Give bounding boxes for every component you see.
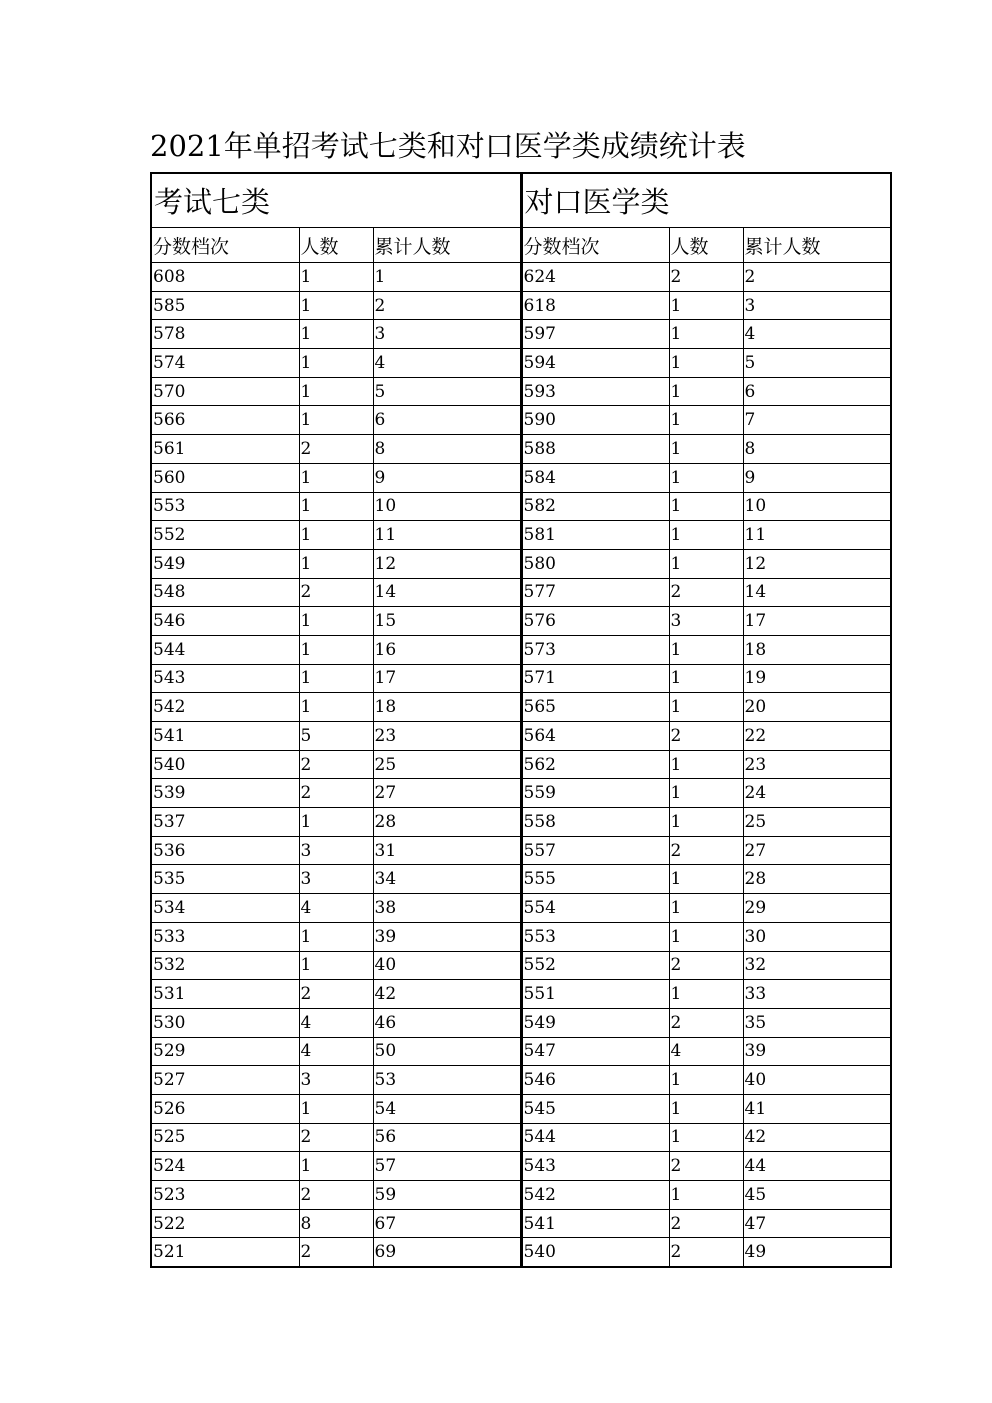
count-cell: 1 [299, 549, 373, 578]
count-cell: 2 [299, 1181, 373, 1210]
score-cell: 571 [521, 664, 669, 693]
table-row [151, 291, 891, 320]
table-row [151, 836, 891, 865]
cumulative-cell: 27 [373, 779, 521, 808]
table-row [151, 779, 891, 808]
cumulative-cell: 40 [373, 951, 521, 980]
cumulative-cell: 28 [373, 808, 521, 837]
count-cell: 1 [299, 492, 373, 521]
cumulative-cell: 6 [373, 406, 521, 435]
table-row [151, 1066, 891, 1095]
count-cell: 1 [669, 980, 743, 1009]
column-header: 人数 [299, 228, 373, 263]
cumulative-cell: 2 [743, 263, 891, 292]
count-cell: 3 [669, 607, 743, 636]
table-row [151, 951, 891, 980]
score-cell: 573 [521, 635, 669, 664]
cumulative-cell: 22 [743, 722, 891, 751]
cumulative-cell: 42 [743, 1123, 891, 1152]
table-row [151, 263, 891, 292]
count-cell: 1 [299, 1152, 373, 1181]
table-row [151, 808, 891, 837]
score-cell: 580 [521, 549, 669, 578]
count-cell: 2 [669, 1152, 743, 1181]
count-cell: 4 [299, 894, 373, 923]
score-cell: 582 [521, 492, 669, 521]
count-cell: 1 [299, 463, 373, 492]
table-row [151, 894, 891, 923]
count-cell: 1 [669, 435, 743, 464]
table-row [151, 607, 891, 636]
score-cell: 546 [151, 607, 299, 636]
score-cell: 564 [521, 722, 669, 751]
cumulative-cell: 17 [743, 607, 891, 636]
score-cell: 588 [521, 435, 669, 464]
table-row [151, 1238, 891, 1267]
count-cell: 1 [669, 1094, 743, 1123]
count-cell: 2 [299, 1238, 373, 1267]
table-row [151, 750, 891, 779]
cumulative-cell: 46 [373, 1008, 521, 1037]
cumulative-cell: 9 [373, 463, 521, 492]
cumulative-cell: 49 [743, 1238, 891, 1267]
count-cell: 1 [669, 1066, 743, 1095]
cumulative-cell: 54 [373, 1094, 521, 1123]
count-cell: 4 [299, 1008, 373, 1037]
count-cell: 1 [669, 406, 743, 435]
score-cell: 559 [521, 779, 669, 808]
table-row [151, 1209, 891, 1238]
score-cell: 534 [151, 894, 299, 923]
cumulative-cell: 25 [373, 750, 521, 779]
count-cell: 1 [299, 320, 373, 349]
count-cell: 1 [669, 693, 743, 722]
count-cell: 2 [299, 435, 373, 464]
count-cell: 1 [669, 492, 743, 521]
column-header: 人数 [669, 228, 743, 263]
cumulative-cell: 32 [743, 951, 891, 980]
count-cell: 5 [299, 722, 373, 751]
table-row [151, 865, 891, 894]
count-cell: 2 [299, 779, 373, 808]
score-cell: 521 [151, 1238, 299, 1267]
score-cell: 558 [521, 808, 669, 837]
score-cell: 543 [521, 1152, 669, 1181]
cumulative-cell: 20 [743, 693, 891, 722]
table-row [151, 435, 891, 464]
score-cell: 555 [521, 865, 669, 894]
table-row [151, 980, 891, 1009]
score-cell: 527 [151, 1066, 299, 1095]
count-cell: 2 [299, 750, 373, 779]
count-cell: 2 [669, 1008, 743, 1037]
count-cell: 1 [669, 291, 743, 320]
score-cell: 544 [151, 635, 299, 664]
cumulative-cell: 4 [743, 320, 891, 349]
table-row [151, 693, 891, 722]
score-cell: 618 [521, 291, 669, 320]
cumulative-cell: 9 [743, 463, 891, 492]
cumulative-cell: 57 [373, 1152, 521, 1181]
column-header-row [151, 228, 891, 263]
section-title-right: 对口医学类 [521, 173, 891, 228]
cumulative-cell: 7 [743, 406, 891, 435]
score-cell: 594 [521, 349, 669, 378]
cumulative-cell: 10 [373, 492, 521, 521]
score-cell: 548 [151, 578, 299, 607]
cumulative-cell: 40 [743, 1066, 891, 1095]
cumulative-cell: 5 [743, 349, 891, 378]
column-header: 累计人数 [743, 228, 891, 263]
cumulative-cell: 44 [743, 1152, 891, 1181]
cumulative-cell: 29 [743, 894, 891, 923]
score-cell: 536 [151, 836, 299, 865]
count-cell: 2 [669, 1209, 743, 1238]
count-cell: 1 [299, 263, 373, 292]
count-cell: 1 [669, 894, 743, 923]
cumulative-cell: 8 [743, 435, 891, 464]
count-cell: 3 [299, 865, 373, 894]
score-cell: 542 [151, 693, 299, 722]
section-title-left: 考试七类 [151, 173, 521, 228]
score-cell: 557 [521, 836, 669, 865]
cumulative-cell: 11 [373, 521, 521, 550]
score-cell: 540 [151, 750, 299, 779]
count-cell: 2 [669, 836, 743, 865]
count-cell: 1 [299, 521, 373, 550]
count-cell: 1 [299, 922, 373, 951]
score-cell: 560 [151, 463, 299, 492]
score-cell: 547 [521, 1037, 669, 1066]
count-cell: 8 [299, 1209, 373, 1238]
count-cell: 1 [669, 549, 743, 578]
page-title: 2021年单招考试七类和对口医学类成绩统计表 [150, 129, 746, 163]
score-statistics-table [150, 172, 892, 1268]
count-cell: 1 [669, 463, 743, 492]
score-cell: 581 [521, 521, 669, 550]
score-cell: 608 [151, 263, 299, 292]
score-cell: 542 [521, 1181, 669, 1210]
score-cell: 554 [521, 894, 669, 923]
cumulative-cell: 27 [743, 836, 891, 865]
count-cell: 1 [299, 808, 373, 837]
column-header: 分数档次 [151, 228, 299, 263]
count-cell: 1 [669, 664, 743, 693]
cumulative-cell: 42 [373, 980, 521, 1009]
table-row [151, 578, 891, 607]
cumulative-cell: 12 [373, 549, 521, 578]
cumulative-cell: 11 [743, 521, 891, 550]
score-cell: 537 [151, 808, 299, 837]
count-cell: 1 [669, 635, 743, 664]
score-cell: 526 [151, 1094, 299, 1123]
cumulative-cell: 56 [373, 1123, 521, 1152]
cumulative-cell: 67 [373, 1209, 521, 1238]
count-cell: 2 [669, 263, 743, 292]
cumulative-cell: 8 [373, 435, 521, 464]
table-row [151, 1094, 891, 1123]
cumulative-cell: 39 [743, 1037, 891, 1066]
column-header: 分数档次 [521, 228, 669, 263]
count-cell: 3 [299, 1066, 373, 1095]
cumulative-cell: 15 [373, 607, 521, 636]
count-cell: 1 [669, 320, 743, 349]
cumulative-cell: 28 [743, 865, 891, 894]
cumulative-cell: 35 [743, 1008, 891, 1037]
cumulative-cell: 19 [743, 664, 891, 693]
count-cell: 2 [299, 578, 373, 607]
cumulative-cell: 17 [373, 664, 521, 693]
table-row [151, 1037, 891, 1066]
score-cell: 551 [521, 980, 669, 1009]
cumulative-cell: 23 [373, 722, 521, 751]
score-cell: 545 [521, 1094, 669, 1123]
cumulative-cell: 18 [373, 693, 521, 722]
table-row [151, 549, 891, 578]
count-cell: 1 [299, 607, 373, 636]
count-cell: 2 [669, 951, 743, 980]
score-cell: 578 [151, 320, 299, 349]
cumulative-cell: 30 [743, 922, 891, 951]
cumulative-cell: 23 [743, 750, 891, 779]
cumulative-cell: 59 [373, 1181, 521, 1210]
score-cell: 574 [151, 349, 299, 378]
table-row [151, 521, 891, 550]
score-cell: 576 [521, 607, 669, 636]
count-cell: 2 [669, 1238, 743, 1267]
score-cell: 549 [521, 1008, 669, 1037]
table-row [151, 722, 891, 751]
score-cell: 543 [151, 664, 299, 693]
count-cell: 2 [299, 980, 373, 1009]
table-row [151, 320, 891, 349]
score-cell: 553 [151, 492, 299, 521]
cumulative-cell: 2 [373, 291, 521, 320]
count-cell: 1 [669, 750, 743, 779]
cumulative-cell: 3 [373, 320, 521, 349]
section-header-row [151, 173, 891, 228]
score-cell: 533 [151, 922, 299, 951]
cumulative-cell: 12 [743, 549, 891, 578]
count-cell: 1 [299, 635, 373, 664]
score-cell: 529 [151, 1037, 299, 1066]
score-cell: 562 [521, 750, 669, 779]
cumulative-cell: 10 [743, 492, 891, 521]
cumulative-cell: 24 [743, 779, 891, 808]
table-row [151, 1123, 891, 1152]
count-cell: 1 [669, 1123, 743, 1152]
score-cell: 553 [521, 922, 669, 951]
score-cell: 552 [151, 521, 299, 550]
score-cell: 546 [521, 1066, 669, 1095]
count-cell: 1 [299, 349, 373, 378]
score-cell: 624 [521, 263, 669, 292]
table-row [151, 922, 891, 951]
cumulative-cell: 53 [373, 1066, 521, 1095]
score-cell: 524 [151, 1152, 299, 1181]
count-cell: 1 [299, 291, 373, 320]
count-cell: 1 [669, 779, 743, 808]
count-cell: 1 [299, 406, 373, 435]
count-cell: 1 [299, 1094, 373, 1123]
score-cell: 585 [151, 291, 299, 320]
table-row [151, 349, 891, 378]
count-cell: 2 [299, 1123, 373, 1152]
count-cell: 1 [669, 1181, 743, 1210]
cumulative-cell: 6 [743, 377, 891, 406]
count-cell: 1 [299, 951, 373, 980]
table-row [151, 377, 891, 406]
cumulative-cell: 16 [373, 635, 521, 664]
table-row [151, 463, 891, 492]
score-cell: 590 [521, 406, 669, 435]
cumulative-cell: 41 [743, 1094, 891, 1123]
cumulative-cell: 33 [743, 980, 891, 1009]
count-cell: 1 [669, 922, 743, 951]
score-cell: 593 [521, 377, 669, 406]
cumulative-cell: 47 [743, 1209, 891, 1238]
table-row [151, 635, 891, 664]
count-cell: 1 [669, 521, 743, 550]
score-cell: 584 [521, 463, 669, 492]
score-cell: 535 [151, 865, 299, 894]
count-cell: 1 [299, 664, 373, 693]
score-cell: 530 [151, 1008, 299, 1037]
count-cell: 2 [669, 722, 743, 751]
cumulative-cell: 34 [373, 865, 521, 894]
cumulative-cell: 31 [373, 836, 521, 865]
table-row [151, 406, 891, 435]
table-row [151, 664, 891, 693]
score-cell: 540 [521, 1238, 669, 1267]
count-cell: 1 [299, 693, 373, 722]
count-cell: 1 [669, 377, 743, 406]
score-cell: 544 [521, 1123, 669, 1152]
cumulative-cell: 45 [743, 1181, 891, 1210]
score-cell: 525 [151, 1123, 299, 1152]
cumulative-cell: 14 [743, 578, 891, 607]
score-cell: 565 [521, 693, 669, 722]
score-cell: 523 [151, 1181, 299, 1210]
table-row [151, 1181, 891, 1210]
score-cell: 570 [151, 377, 299, 406]
score-cell: 522 [151, 1209, 299, 1238]
score-cell: 539 [151, 779, 299, 808]
score-cell: 561 [151, 435, 299, 464]
count-cell: 4 [669, 1037, 743, 1066]
cumulative-cell: 69 [373, 1238, 521, 1267]
count-cell: 1 [299, 377, 373, 406]
count-cell: 2 [669, 578, 743, 607]
cumulative-cell: 50 [373, 1037, 521, 1066]
score-cell: 577 [521, 578, 669, 607]
score-cell: 597 [521, 320, 669, 349]
count-cell: 1 [669, 808, 743, 837]
table-row [151, 492, 891, 521]
cumulative-cell: 5 [373, 377, 521, 406]
cumulative-cell: 3 [743, 291, 891, 320]
table-row [151, 1008, 891, 1037]
cumulative-cell: 1 [373, 263, 521, 292]
cumulative-cell: 38 [373, 894, 521, 923]
table-row [151, 1152, 891, 1181]
cumulative-cell: 14 [373, 578, 521, 607]
count-cell: 3 [299, 836, 373, 865]
cumulative-cell: 4 [373, 349, 521, 378]
score-cell: 531 [151, 980, 299, 1009]
score-cell: 566 [151, 406, 299, 435]
cumulative-cell: 39 [373, 922, 521, 951]
cumulative-cell: 25 [743, 808, 891, 837]
score-cell: 541 [151, 722, 299, 751]
score-cell: 552 [521, 951, 669, 980]
cumulative-cell: 18 [743, 635, 891, 664]
column-header: 累计人数 [373, 228, 521, 263]
score-cell: 532 [151, 951, 299, 980]
score-cell: 541 [521, 1209, 669, 1238]
count-cell: 4 [299, 1037, 373, 1066]
score-cell: 549 [151, 549, 299, 578]
count-cell: 1 [669, 865, 743, 894]
count-cell: 1 [669, 349, 743, 378]
